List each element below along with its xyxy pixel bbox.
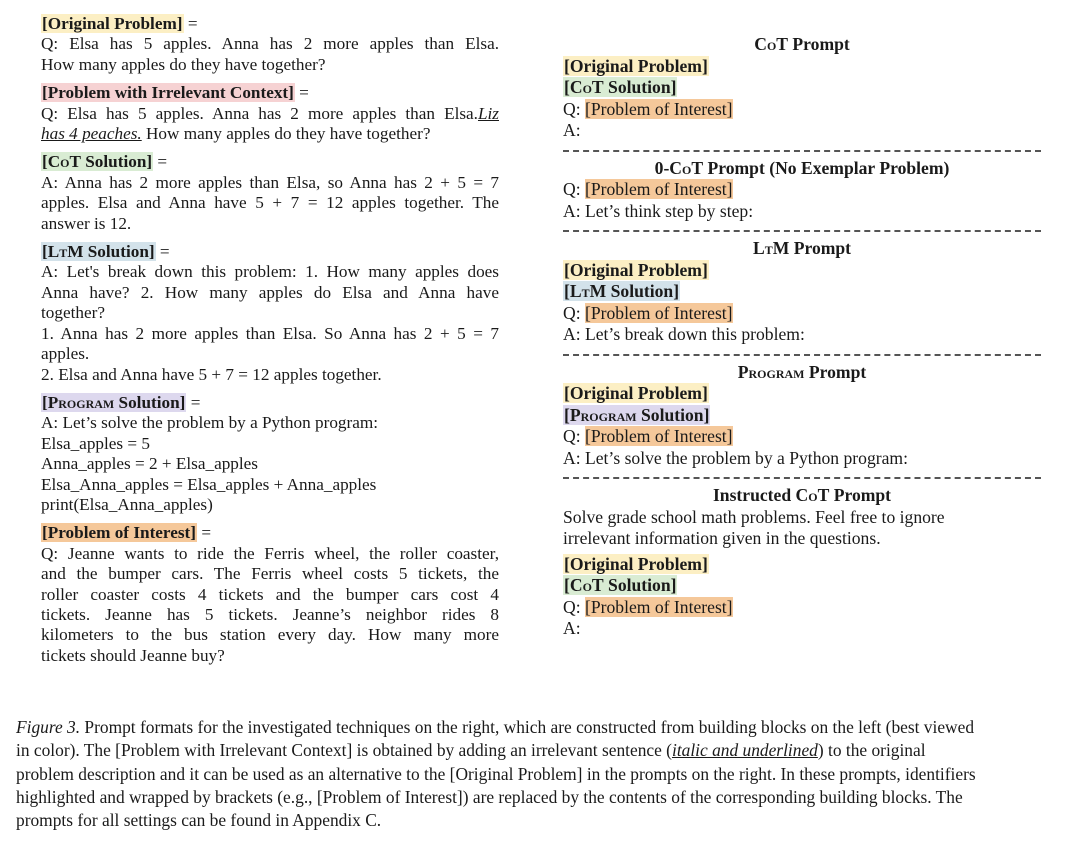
ltm-solution-line: apples. <box>41 344 90 364</box>
original-problem-tag: [Original Problem] <box>564 259 708 280</box>
figure-label: Figure 3. <box>16 717 81 737</box>
instruction-line: irrelevant information given in the questions. <box>563 528 881 548</box>
problem-of-interest-line: and the bumper cars. The Ferris wheel costs 5 tickets, the <box>41 564 499 584</box>
irrelevant-context-line: has 4 peaches. How many apples do they have together? <box>41 124 431 144</box>
zero-cot-prompt-title: 0-CoT Prompt (No Exemplar Problem) <box>654 157 950 178</box>
dashed-divider <box>563 230 1041 232</box>
answer-line: A: <box>563 618 581 638</box>
question-line: Q: [Problem of Interest] <box>563 98 733 119</box>
answer-line: A: <box>563 120 581 140</box>
original-problem-tag: [Original Problem] <box>564 553 708 574</box>
question-line: Q: [Problem of Interest] <box>563 426 733 446</box>
program-solution-line: Anna_apples = 2 + Elsa_apples <box>41 454 258 474</box>
ltm-solution-tag: [LtM Solution] <box>42 242 155 262</box>
problem-of-interest-line: roller coaster costs 4 tickets and the bumper cars cost 4 <box>41 584 499 604</box>
instructed-cot-prompt-title: Instructed CoT Prompt <box>712 485 892 505</box>
figure-caption <box>16 716 1056 832</box>
prompt-formats-column <box>563 34 1041 642</box>
caption-line: highlighted and wrapped by brackets (e.g., [Problem of Interest]) are replaced by the contents of the corresponding building blocks. The <box>16 786 963 807</box>
instructed-cot-prompt-section <box>563 485 1041 640</box>
program-solution-line: Elsa_Anna_apples = Elsa_apples + Anna_apples <box>41 474 377 494</box>
ltm-prompt-title: LtM Prompt <box>752 238 852 258</box>
problem-of-interest-line: tickets. Jeanne has 5 tickets. Jeanne’s neighbor rides 8 <box>41 604 499 624</box>
caption-line: prompts for all settings can be found in Appendix C. <box>16 810 382 831</box>
program-prompt-section <box>563 362 1041 470</box>
problem-of-interest-tag: [Problem of Interest] <box>585 596 733 617</box>
program-prompt-title: Program Prompt <box>737 361 867 382</box>
program-solution-line: print(Elsa_Anna_apples) <box>41 494 213 514</box>
ltm-solution-block: [LtM Solution] = A: Let's break down this problem: 1. How many apples does Anna have? 2. How many apples do Elsa and Anna have together? 1. Anna has 2 more apples than Elsa. So Anna has 2 + 5 = 7 apples. 2. Elsa and Anna have 5 + 7 = 12 apples together. <box>41 242 499 384</box>
caption-line: Figure 3. Prompt formats for the investigated techniques on the right, which are constructed from building blocks on the left (best viewed <box>16 717 975 737</box>
dashed-divider <box>563 477 1041 479</box>
question-line: Q: [Problem of Interest] <box>563 596 733 617</box>
ltm-solution-line: A: Let's break down this problem: 1. How many apples does <box>41 262 499 282</box>
dashed-divider <box>563 150 1041 152</box>
cot-prompt-title: CoT Prompt <box>754 34 850 54</box>
problem-of-interest-block: [Problem of Interest] = Q: Jeanne wants to ride the Ferris wheel, the roller coaster, and the bumper cars. The Ferris wheel costs 5 tickets, the roller coaster costs 4 tickets and the bumper cars cost 4 tickets. Jeanne has 5 tickets. Jeanne’s neighbor rides 8 kilometers to the bus station every day. How many more tickets should Jeanne buy? <box>41 523 499 665</box>
answer-line: A: Let’s break down this problem: <box>563 324 805 344</box>
problem-of-interest-tag: [Problem of Interest] <box>585 179 733 199</box>
cot-solution-tag: [CoT Solution] <box>564 575 677 595</box>
building-blocks-column <box>41 14 499 674</box>
original-problem-line: How many apples do they have together? <box>41 54 326 74</box>
dashed-divider <box>563 354 1041 356</box>
original-problem-tag: [Original Problem] <box>42 14 183 33</box>
question-line: Q: [Problem of Interest] <box>563 302 733 323</box>
irrelevant-sentence: has 4 peaches. <box>41 124 142 144</box>
ltm-solution-line: Anna have? 2. How many apples do Elsa and Anna have <box>41 282 499 302</box>
ltm-solution-line: 1. Anna has 2 more apples than Elsa. So Anna has 2 + 5 = 7 <box>41 323 499 343</box>
program-solution-block: [Program Solution] = A: Let’s solve the problem by a Python program: Elsa_apples = 5 Anna_apples = 2 + Elsa_apples Elsa_Anna_apples = Elsa_apples + Anna_apples print(Elsa_Anna_apples) <box>41 393 499 515</box>
cot-solution-block: [CoT Solution] = A: Anna has 2 more apples than Elsa, so Anna has 2 + 5 = 7 apples. Elsa and Anna have 5 + 7 = 12 apples together. The answer is 12. <box>41 152 499 233</box>
cot-solution-line: apples. Elsa and Anna have 5 + 7 = 12 apples together. The <box>41 193 499 213</box>
program-solution-line: A: Let’s solve the problem by a Python program: <box>41 413 379 433</box>
ltm-solution-line: together? <box>41 303 105 323</box>
original-problem-tag: [Original Problem] <box>564 383 708 403</box>
problem-of-interest-tag: [Problem of Interest] <box>42 523 197 543</box>
answer-line: A: Let’s solve the problem by a Python program: <box>563 447 908 468</box>
ltm-prompt-section <box>563 238 1041 346</box>
program-solution-tag: [Program Solution] <box>42 392 186 412</box>
irrelevant-context-block: [Problem with Irrelevant Context] = Q: Elsa has 5 apples. Anna has 2 more apples than Elsa.Liz has 4 peaches. How many apples do they have together? <box>41 83 499 144</box>
problem-of-interest-line: tickets should Jeanne buy? <box>41 645 225 665</box>
cot-prompt-section <box>563 34 1041 142</box>
ltm-solution-line: 2. Elsa and Anna have 5 + 7 = 12 apples together. <box>41 364 382 384</box>
cot-solution-tag: [CoT Solution] <box>564 77 677 97</box>
answer-line: A: Let’s think step by step: <box>563 200 754 221</box>
ltm-solution-tag: [LtM Solution] <box>564 281 680 301</box>
cot-solution-line: A: Anna has 2 more apples than Elsa, so Anna has 2 + 5 = 7 <box>41 172 499 192</box>
problem-of-interest-line: Q: Jeanne wants to ride the Ferris wheel, the roller coaster, <box>41 543 499 563</box>
problem-of-interest-tag: [Problem of Interest] <box>585 302 733 323</box>
problem-of-interest-tag: [Problem of Interest] <box>585 426 733 446</box>
question-line: Q: [Problem of Interest] <box>563 179 733 199</box>
original-problem-tag: [Original Problem] <box>564 55 708 76</box>
original-problem-line: Q: Elsa has 5 apples. Anna has 2 more apples than Elsa. <box>41 34 499 54</box>
caption-line: in color). The [Problem with Irrelevant Context] is obtained by adding an irrelevant sentence (italic and underlined) to the original <box>16 740 926 761</box>
program-solution-tag: [Program Solution] <box>564 404 710 425</box>
irrelevant-context-tag: [Problem with Irrelevant Context] <box>42 83 294 103</box>
original-problem-block: [Original Problem] = Q: Elsa has 5 apples. Anna has 2 more apples than Elsa. How many apples do they have together? <box>41 14 499 74</box>
problem-of-interest-tag: [Problem of Interest] <box>585 98 733 119</box>
problem-of-interest-line: kilometers to the bus station every day. How many more <box>41 625 499 645</box>
cot-solution-line: answer is 12. <box>41 213 132 233</box>
caption-line: problem description and it can be used as an alternative to the [Original Problem] in the prompts on the right. In these prompts, identifiers <box>16 763 976 784</box>
program-solution-line: Elsa_apples = 5 <box>41 433 150 453</box>
zero-cot-prompt-section <box>563 158 1041 223</box>
irrelevant-context-line: Q: Elsa has 5 apples. Anna has 2 more apples than Elsa.Liz <box>41 103 499 123</box>
instruction-line: Solve grade school math problems. Feel free to ignore <box>563 506 945 527</box>
irrelevant-sentence: Liz <box>477 103 499 123</box>
cot-solution-tag: [CoT Solution] <box>42 152 153 172</box>
